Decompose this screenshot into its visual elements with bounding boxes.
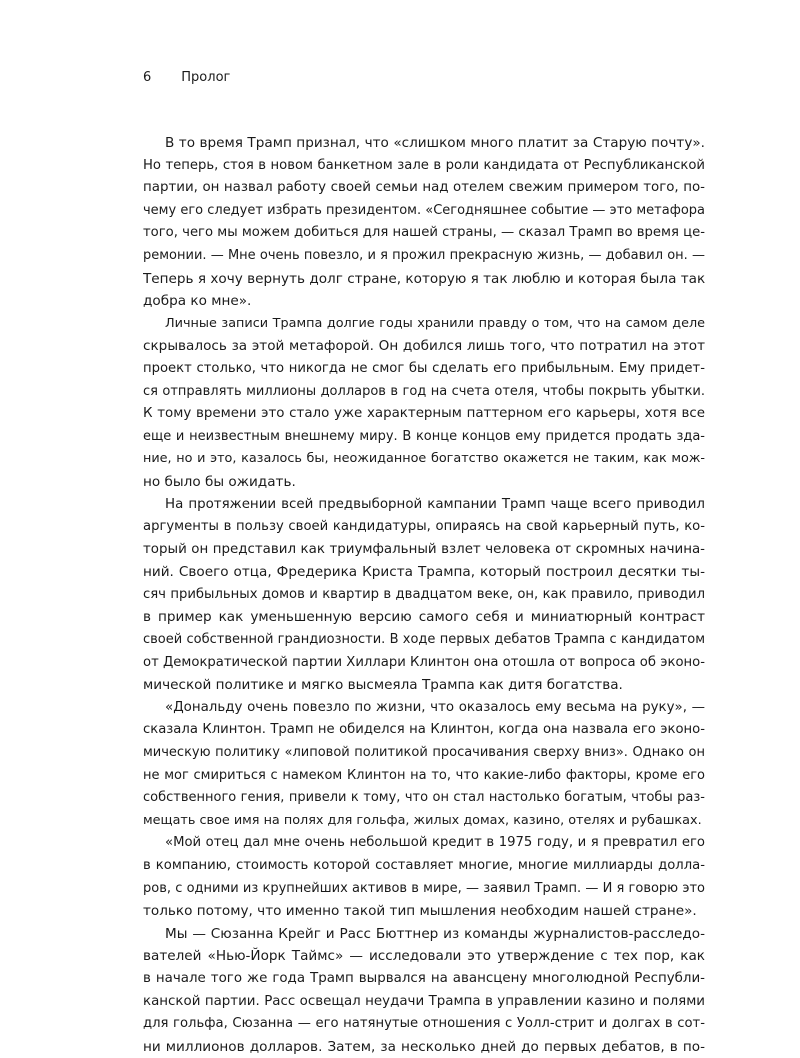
paragraph-line: еще и неизвестным внешнему миру. В конце концов ему придется продать зда- [143,428,705,444]
paragraph-line: не мог смириться с намеком Клинтон на то, что какие-либо факторы, кроме его [143,767,705,783]
paragraph-line: Но теперь, стоя в новом банкетном зале в роли кандидата от Республиканской [143,157,705,173]
paragraph-first-line: Мы — Сюзанна Крейг и Расс Бюттнер из команды журналистов-расследо- [165,925,705,942]
paragraph-line: мической политике и мягко высмеяла Трампа как дитя богатства. [143,677,623,694]
paragraph-line: сказала Клинтон. Трамп не обиделся на Клинтон, когда она назвала его эконо- [143,722,705,738]
paragraph-line: собственного гения, привели к тому, что он стал настолько богатым, чтобы раз- [143,790,705,806]
paragraph-line: мещать свое имя на полях для гольфа, жилых домах, казино, отелях и рубашках. [143,812,702,828]
paragraph-line: скрывалось за этой метафорой. Он добился лишь того, что потратил на этот [143,338,705,355]
paragraph-line: для гольфа, Сюзанна — его натянутые отношения с Уолл-стрит и долгах в сот- [143,1016,705,1032]
paragraph-first-line: «Дональду очень повезло по жизни, что оказалось ему весьма на руку», — [165,699,705,715]
paragraph-line: в компанию, стоимость которой составляет многие, многие миллиарды долла- [143,858,705,873]
paragraph-line: К тому времени это стало уже характерным паттерном его карьеры, хотя все [143,406,705,422]
paragraph-line: но было бы ожидать. [143,473,296,490]
running-head [143,70,230,85]
paragraph-line: от Демократической партии Хиллари Клинтон она отошла от вопроса об эконо- [143,654,705,670]
paragraph-line: только потому, что именно такой тип мышления необходим нашей стране». [143,903,697,920]
paragraph-line: Теперь я хочу вернуть долг стране, которую я так люблю и которая была так [143,270,705,287]
paragraph-line: аргументы в пользу своей кандидатуры, опираясь на свой карьерный путь, ко- [143,519,705,535]
paragraph-first-line: На протяжении всей предвыборной кампании Трамп чаще всего приводил [165,496,705,512]
paragraph-line: в пример как уменьшенную версию самого себя и миниатюрный контраст [143,609,705,626]
paragraph-line: сяч прибыльных домов и квартир в двадцатом веке, он, как правило, приводил [143,586,705,602]
paragraph-line: в начале того же года Трамп вырвался на авансцену многолюдной Республи- [143,970,705,986]
paragraph-line: ремонии. — Мне очень повезло, и я прожил прекрасную жизнь, — добавил он. — [143,247,705,263]
paragraph-line: чему его следует избрать президентом. «Сегодняшнее событие — это метафора [143,202,705,218]
paragraph-line: канской партии. Расс освещал неудачи Трампа в управлении казино и полями [143,993,705,1009]
body-text [143,132,705,1058]
paragraph-first-line: «Мой отец дал мне очень небольшой кредит в 1975 году, и я превратил его [165,835,705,851]
paragraph-first-line: Личные записи Трампа долгие годы хранили правду о том, что на самом деле [165,315,705,331]
page-number: 6 [143,70,152,85]
paragraph-line: торый он представил как триумфальный взлет человека от скромных начина- [143,541,705,557]
paragraph-first-line: В то время Трамп признал, что «слишком много платит за Старую почту». [165,135,705,151]
paragraph-line: мическую политику «липовой политикой просачивания сверху вниз». Однако он [143,745,705,761]
paragraph-line: ние, но и это, казалось бы, неожиданное богатство окажется не таким, как мож- [143,451,705,467]
paragraph-line: добра ко мне». [143,293,252,310]
paragraph-line: того, чего мы можем добиться для нашей страны, — сказал Трамп во время це- [143,225,705,241]
paragraph-line: партии, он назвал работу своей семьи над отелем свежим примером того, по- [143,180,705,196]
paragraph-line: ни миллионов долларов. Затем, за несколько дней до первых дебатов, в по- [143,1038,705,1055]
paragraph-line: своей собственной грандиозности. В ходе первых дебатов Трампа с кандидатом [143,632,705,648]
paragraph-line: ров, с одними из крупнейших активов в мире, — заявил Трамп. — И я говорю это [143,880,705,896]
paragraph-line: ний. Своего отца, Фредерика Криста Трампа, который построил десятки ты- [143,564,705,581]
paragraph-line: проект столько, что никогда не смог бы сделать его прибыльным. Ему придет- [143,360,705,376]
paragraph-line: ся отправлять миллионы долларов в год на счета отеля, чтобы покрыть убытки. [143,383,705,399]
chapter-title: Пролог [181,70,231,85]
paragraph-line: вателей «Нью-Йорк Таймс» — исследовали это утверждение с тех пор, как [143,948,705,965]
